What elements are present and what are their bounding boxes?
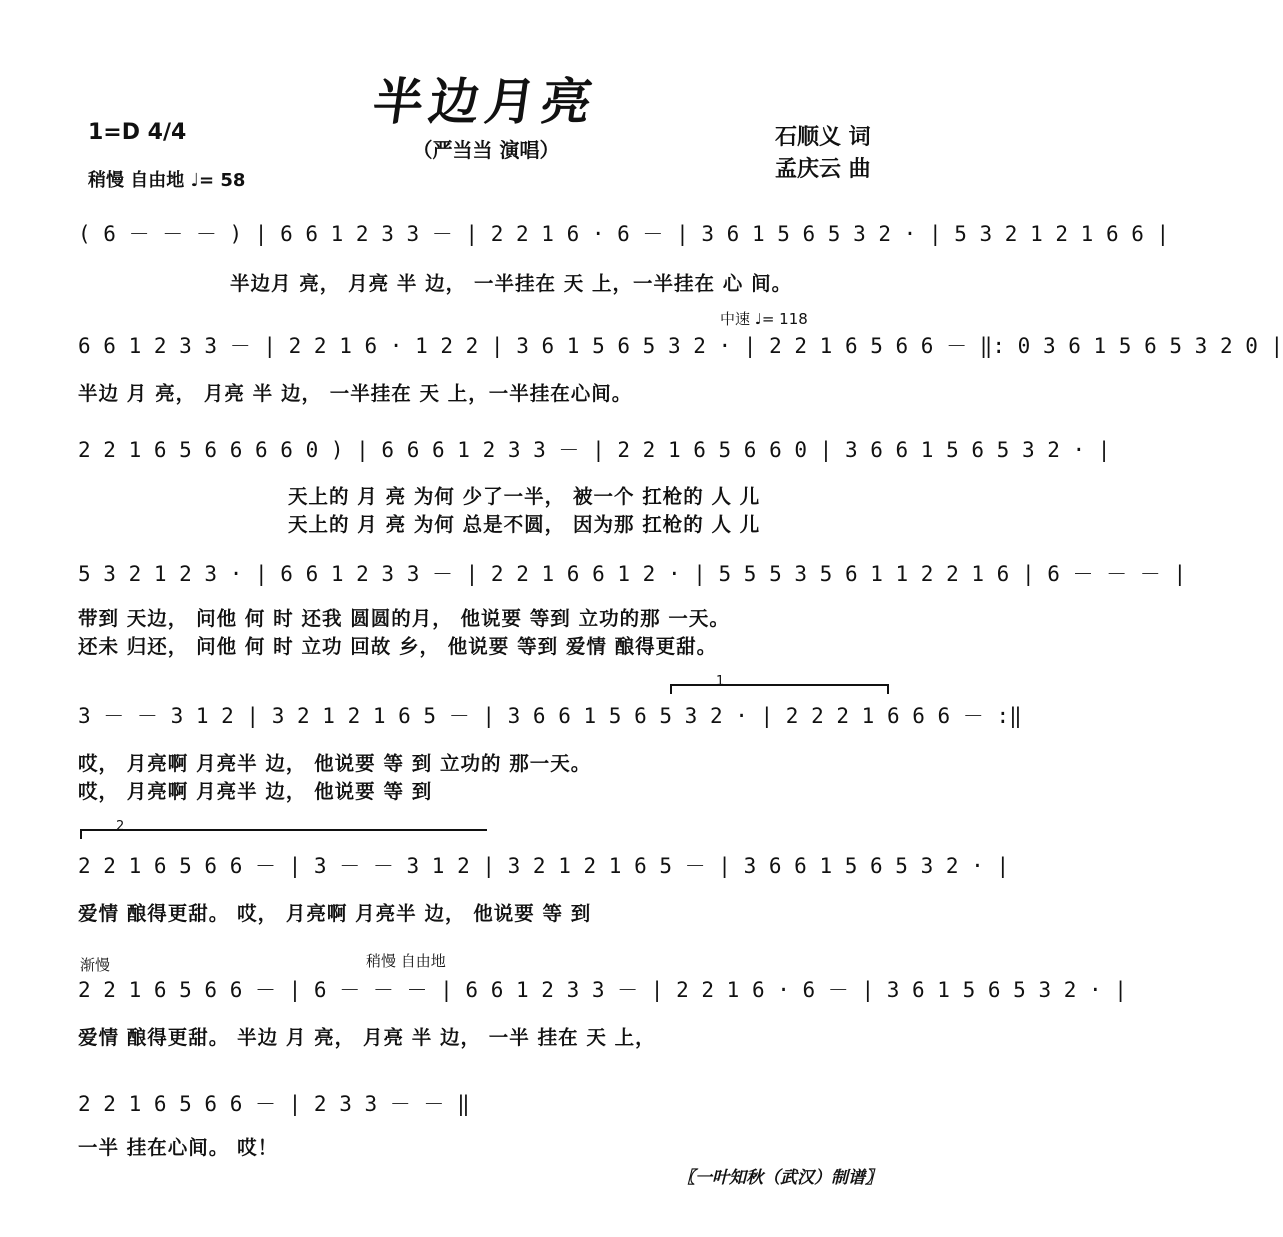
lyric-line-4a: 带到 天边， 问他 何 时 还我 圆圆的月， 他说要 等到 立功的那 一天。 — [78, 607, 730, 630]
notation-line-5: 3 － － 3 1 2 | 3 2 1 2 1 6 5 － | 3 6 6 1 5 6 5 3 2 · | 2 2 2 1 6 6 6 － :‖ — [78, 704, 1022, 728]
notation-line-4: 5 3 2 1 2 3 · | 6 6 1 2 3 3 － | 2 2 1 6 6 1 2 · | 5 5 5 3 5 6 1 1 2 2 1 6 | 6 － － － | — [78, 562, 1187, 586]
lyric-line-7: 爱情 酿得更甜。 半边 月 亮， 月亮 半 边， 一半 挂在 天 上， — [78, 1026, 656, 1049]
composer: 孟庆云 曲 — [775, 157, 871, 182]
lyric-line-6: 爱情 酿得更甜。 哎， 月亮啊 月亮半 边， 他说要 等 到 — [78, 902, 592, 925]
volta-number-1: 1 — [716, 674, 725, 689]
key-signature: 1=D 4/4 — [88, 120, 187, 145]
lyric-line-3a: 天上的 月 亮 为何 少了一半， 被一个 扛枪的 人 儿 — [288, 485, 761, 508]
arranger-credit: 〖一叶知秋（武汉）制谱〗 — [678, 1168, 882, 1188]
notation-line-7: 2 2 1 6 5 6 6 － | 6 － － － | 6 6 1 2 3 3 － | 2 2 1 6 · 6 － | 3 6 1 5 6 5 3 2 · | — [78, 978, 1127, 1002]
ritardando-marking: 渐慢 — [80, 956, 111, 974]
notation-line-8: 2 2 1 6 5 6 6 － | 2 3 3 － － ‖ — [78, 1092, 470, 1116]
mid-tempo-marking: 中速 ♩= 118 — [720, 310, 808, 328]
lyric-line-5a: 哎， 月亮啊 月亮半 边， 他说要 等 到 立功的 那一天。 — [78, 752, 592, 775]
lyric-line-1: 半边月 亮， 月亮 半 边， 一半挂在 天 上，一半挂在 心 间。 — [230, 272, 793, 295]
notation-line-2: 6 6 1 2 3 3 － | 2 2 1 6 · 1 2 2 | 3 6 1 5 6 5 3 2 · | 2 2 1 6 5 6 6 － ‖: 0 3 6 1 5 6 5 3 2 0 | — [78, 334, 1283, 358]
lyricist: 石顺义 词 — [775, 125, 871, 150]
volta-bracket-1 — [670, 674, 889, 694]
volta-number-2: 2 — [116, 819, 125, 834]
lyric-line-3b: 天上的 月 亮 为何 总是不圆， 因为那 扛枪的 人 儿 — [288, 513, 761, 536]
song-title: 半边月亮 — [369, 72, 602, 131]
notation-line-6: 2 2 1 6 5 6 6 － | 3 － － 3 1 2 | 3 2 1 2 1 6 5 － | 3 6 6 1 5 6 5 3 2 · | — [78, 854, 1010, 878]
slow-free-marking: 稍慢 自由地 — [366, 952, 446, 970]
tempo-marking: 稍慢 自由地 ♩= 58 — [88, 170, 246, 191]
lyric-line-5b: 哎， 月亮啊 月亮半 边， 他说要 等 到 — [78, 780, 433, 803]
lyric-line-8: 一半 挂在心间。 哎！ — [78, 1136, 279, 1159]
notation-line-1: ( 6 － － － ) | 6 6 1 2 3 3 － | 2 2 1 6 · 6 － | 3 6 1 5 6 5 3 2 · | 5 3 2 1 2 1 6 6 | — [78, 222, 1170, 246]
singer-credit: （严当当 演唱） — [412, 138, 560, 162]
notation-line-3: 2 2 1 6 5 6 6 6 6 0 ) | 6 6 6 1 2 3 3 － | 2 2 1 6 5 6 6 0 | 3 6 6 1 5 6 5 3 2 · | — [78, 438, 1111, 462]
volta-bracket-2 — [80, 819, 487, 839]
lyric-line-2: 半边 月 亮， 月亮 半 边， 一半挂在 天 上，一半挂在心间。 — [78, 382, 633, 405]
lyric-line-4b: 还未 归还， 问他 何 时 立功 回故 乡， 他说要 等到 爱情 酿得更甜。 — [78, 635, 718, 658]
